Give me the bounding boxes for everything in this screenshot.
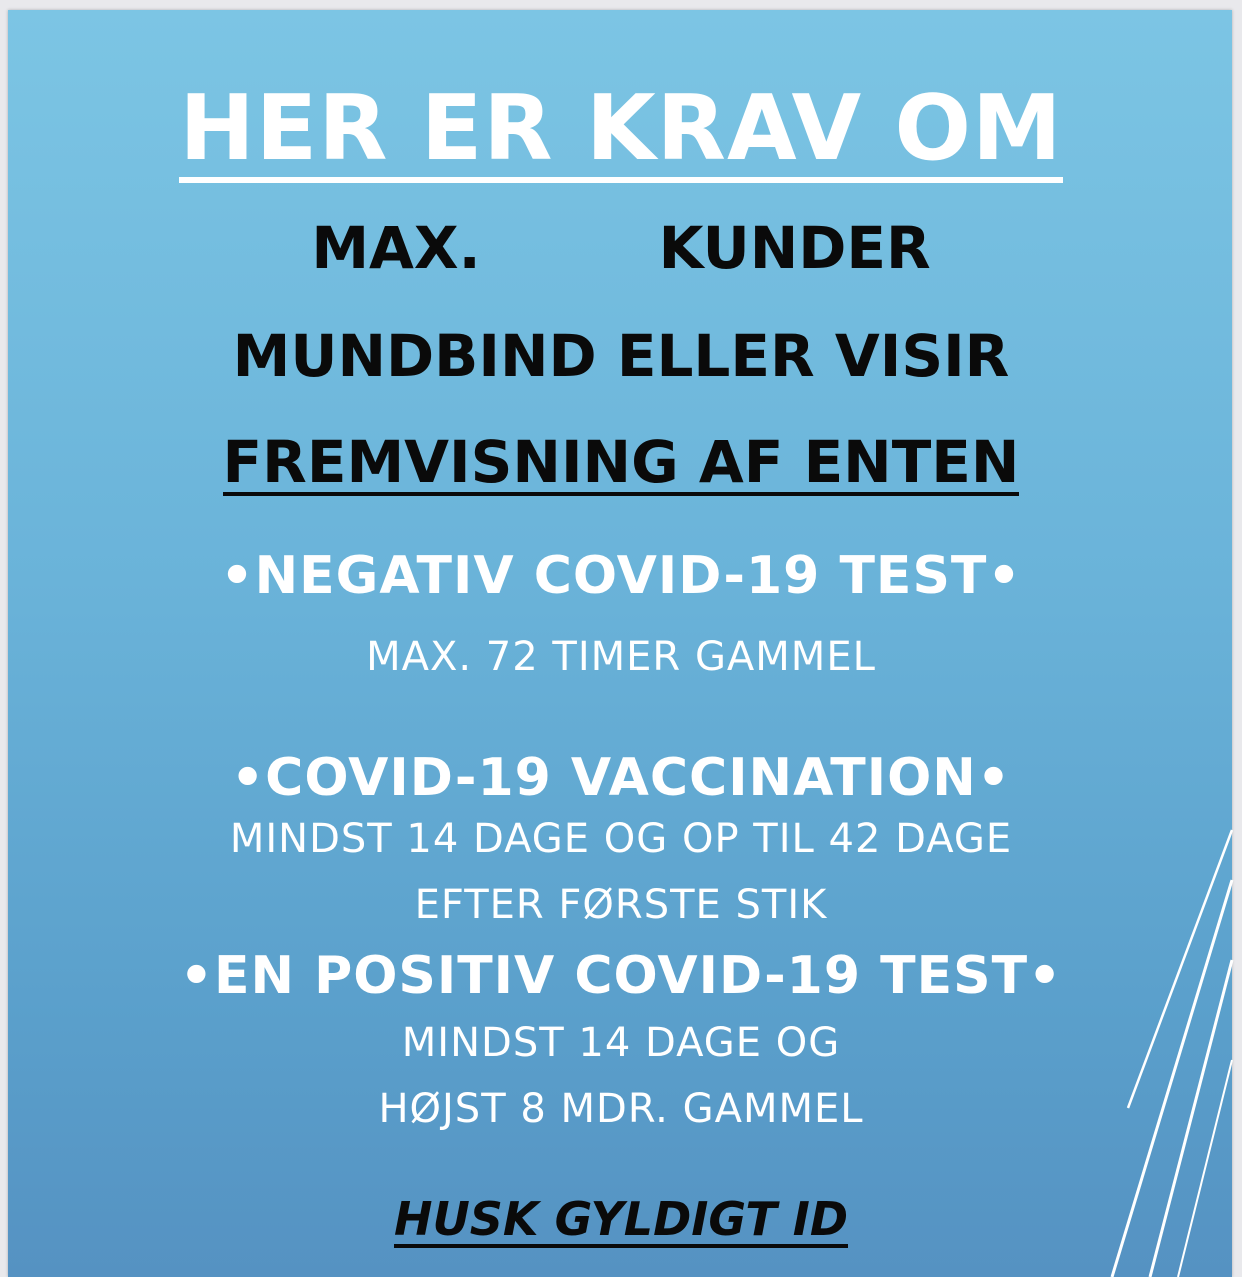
max-label: MAX.	[311, 214, 481, 282]
page-title: HER ER KRAV OM	[179, 76, 1063, 181]
show-either-heading: FREMVISNING AF ENTEN	[222, 428, 1020, 496]
option-positive-test-heading: •EN POSITIV COVID-19 TEST•	[179, 946, 1063, 1006]
option-negative-test-detail: MAX. 72 TIMER GAMMEL	[366, 634, 876, 680]
max-customers-line	[0, 214, 1242, 282]
option-vaccination-heading: •COVID-19 VACCINATION•	[230, 748, 1012, 808]
option-vaccination-detail-2: EFTER FØRSTE STIK	[414, 882, 828, 928]
option-vaccination-detail-1: MINDST 14 DAGE OG OP TIL 42 DAGE	[229, 816, 1013, 862]
option-positive-test-detail-2: HØJST 8 MDR. GAMMEL	[378, 1086, 864, 1132]
option-positive-test-detail-1: MINDST 14 DAGE OG	[401, 1020, 841, 1066]
footer-id-reminder: HUSK GYLDIGT ID	[393, 1192, 849, 1246]
kunder-label: KUNDER	[658, 214, 931, 282]
mask-requirement: MUNDBIND ELLER VISIR	[232, 322, 1010, 390]
option-negative-test-heading: •NEGATIV COVID-19 TEST•	[220, 546, 1022, 606]
